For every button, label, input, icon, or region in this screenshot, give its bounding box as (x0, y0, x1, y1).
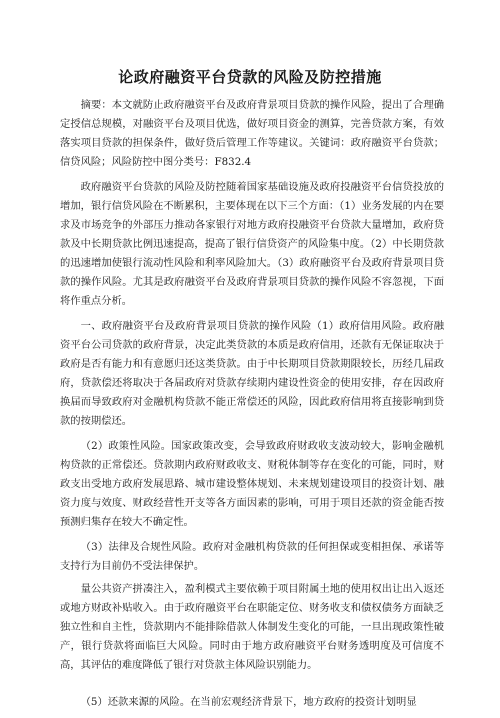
body-paragraph: （3）法律及合规性风险。政府对金融机构贷款的任何担保或变相担保、承诺等支持行为目前仍不受法律保护。 (60, 541, 444, 572)
body-paragraph: 一、政府融资平台及政府背景项目贷款的操作风险（1）政府信用风险。政府融资平台公司贷款的政府背景，决定此类贷款的本质是政府信用，还款有无保证取决于政府是否有能力和有意愿归还这类贷款。由于中长期项目贷款期限较长，历经几届政府，贷款偿还将取决于各届政府对贷款存续期内建设性资金的使用安排，存在因政府换届而导致政府对金融机构贷款不能正常偿还的风险，因此政府信用将直接影响到贷款的按期偿还。 (60, 320, 444, 427)
document-body (60, 96, 444, 718)
document-title: 论政府融资平台贷款的风险及防控措施 (118, 68, 382, 86)
body-paragraph: 量公共资产拼凑注入，盈利模式主要依赖于项目附属土地的使用权出让出入返还或地方财政补贴收入。由于政府融资平台在职能定位、财务收支和债权债务方面缺乏独立性和自主性，贷款期内不能排除借款人体制发生变化的可能，一旦出现政策性破产，银行贷款将面临巨大风险。同时由于地方政府融资平台财务透明度及可信度不高，其评估的难度降低了银行对贷款主体风险识别能力。 (60, 583, 444, 671)
body-paragraph: 政府融资平台贷款的风险及防控随着国家基础设施及政府投融资平台信贷投放的增加，银行信贷风险在不断累积，主要体现在以下三个方面：（1）业务发展的内在要求及市场竞争的外部压力推动各家银行对地方政府投融资平台贷款大量增加，政府贷款及中长期贷款比例迅速提高，提高了银行信贷资产的风险集中度。（2）中长期贷款的迅速增加使银行流动性风险和利率风险加大。（3）政府融资平台及政府背景项目贷款的操作风险。尤其是政府融资平台及政府背景项目贷款的操作风险不容忽视，下面将作重点分析。 (60, 181, 444, 307)
body-paragraph: （5）还款来源的风险。在当前宏观经济背景下，地方政府的投资计划明显 (80, 696, 417, 708)
abstract-paragraph: 摘要：本文就防止政府融资平台及政府背景项目贷款的操作风险，提出了合理确定授信总规模，对融资平台及项目优选，做好项目资金的测算，完善贷款方案，有效落实项目贷款的担保条件，做好贷后管理工作等建议。关键词：政府融资平台贷款；信贷风险；风险防控中图分类号：F832.4 (60, 99, 444, 168)
body-paragraph: （2）政策性风险。国家政策改变，会导致政府财政收支波动较大，影响金融机构贷款的正常偿还。贷款期内政府财政收支、财税体制等存在变化的可能，同时，财政支出受地方政府发展思路、城市建设整体规划、未来规划建设项目的投资计划、融资力度与效度、财政经营性开支等各方面因素的影响，可用于项目还款的资金能否按预测归集存在较大不确定性。 (60, 440, 444, 528)
